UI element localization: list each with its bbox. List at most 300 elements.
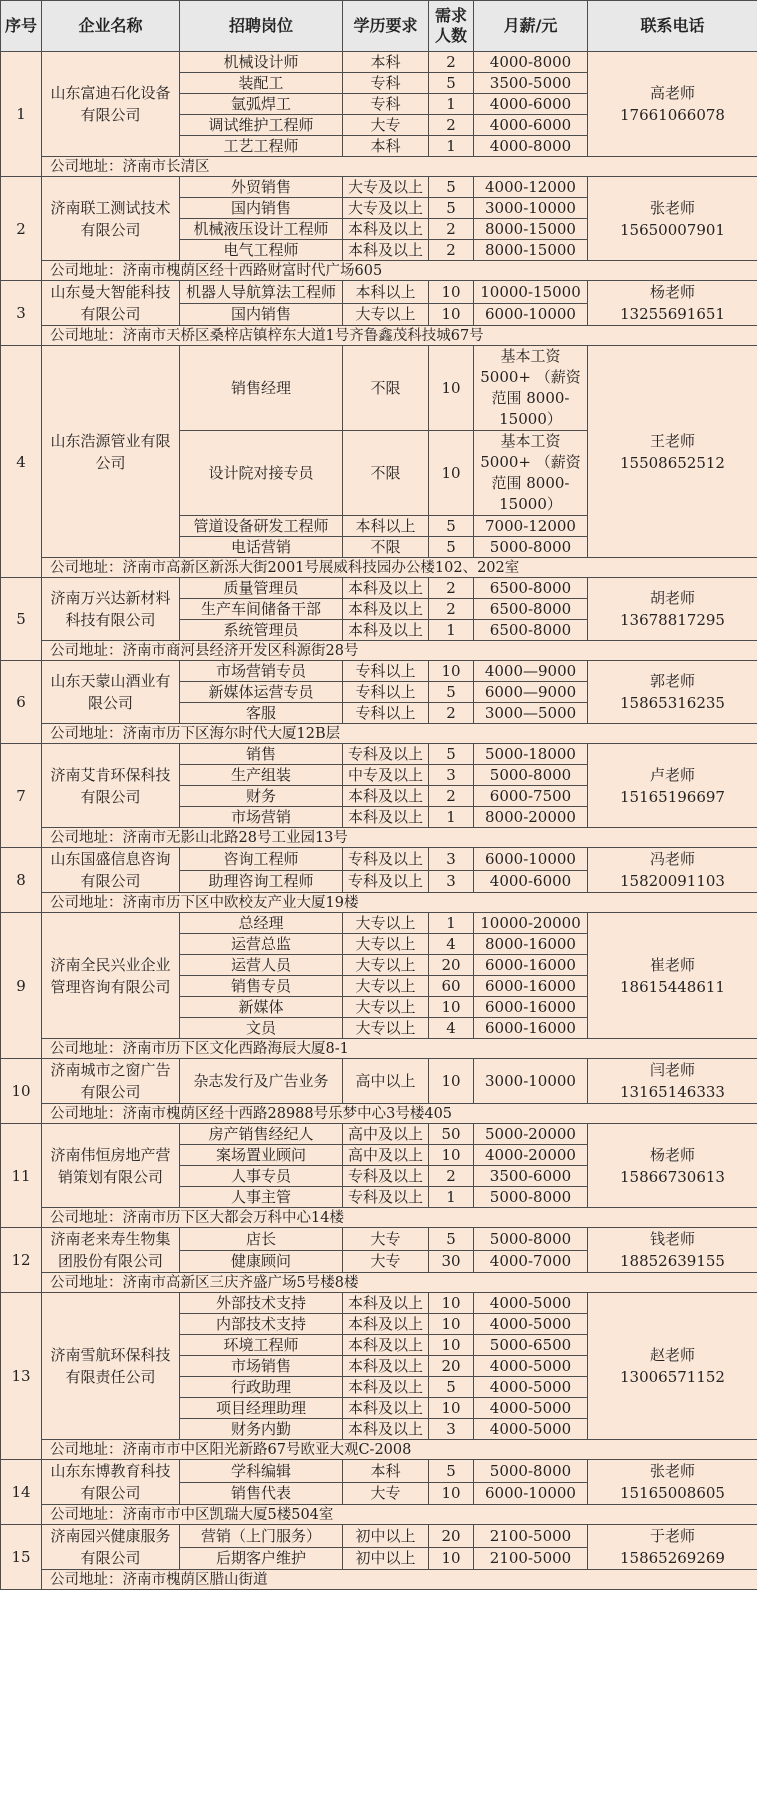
job-education: 高中及以上 (343, 1124, 429, 1145)
job-position: 质量管理员 (180, 578, 343, 599)
job-education: 大专及以上 (343, 177, 429, 198)
job-salary: 5000-6500 (474, 1335, 588, 1356)
job-count: 2 (429, 240, 474, 261)
job-count: 5 (429, 198, 474, 219)
job-position: 外部技术支持 (180, 1293, 343, 1314)
header-education: 学历要求 (343, 1, 429, 52)
company-address: 公司地址：济南市历下区海尔时代大厦12B层 (42, 724, 757, 744)
contact-phone: 13006571152 (620, 1368, 725, 1386)
contact-phone: 15865316235 (620, 694, 725, 712)
table-row (1, 744, 757, 765)
job-position: 文员 (180, 1018, 343, 1039)
seq-cell: 6 (1, 661, 42, 744)
company-address: 公司地址：济南市商河县经济开发区科源街28号 (42, 641, 757, 661)
company-name: 济南城市之窗广告有限公司 (42, 1059, 180, 1104)
job-salary: 4000-5000 (474, 1398, 588, 1419)
table-row (1, 281, 757, 304)
seq-cell: 4 (1, 346, 42, 578)
company-address: 公司地址：济南市市中区阳光新路67号欧亚大观C-2008 (42, 1440, 757, 1460)
company-name: 山东浩源管业有限公司 (42, 346, 180, 558)
job-education: 大专以上 (343, 955, 429, 976)
job-position: 管道设备研发工程师 (180, 516, 343, 537)
job-education: 本科 (343, 1460, 429, 1483)
contact-name: 冯老师 (649, 850, 695, 868)
address-row (1, 1273, 757, 1293)
job-position: 销售代表 (180, 1482, 343, 1505)
job-salary: 5000-20000 (474, 1124, 588, 1145)
job-education: 专科以上 (343, 703, 429, 724)
job-education: 大专以上 (343, 976, 429, 997)
job-education: 大专及以上 (343, 198, 429, 219)
header-seq: 序号 (1, 1, 42, 52)
seq-cell: 13 (1, 1293, 42, 1460)
job-position: 后期客户维护 (180, 1547, 343, 1570)
company-name: 山东富迪石化设备有限公司 (42, 52, 180, 157)
table-row (1, 661, 757, 682)
contact-phone: 18615448611 (620, 977, 725, 996)
job-education: 不限 (343, 346, 429, 431)
company-name: 济南雪航环保科技有限责任公司 (42, 1293, 180, 1440)
job-salary: 4000-5000 (474, 1356, 588, 1377)
table-row (1, 913, 757, 934)
job-education: 专科及以上 (343, 848, 429, 871)
job-salary: 6000-16000 (474, 1018, 588, 1039)
job-education: 本科及以上 (343, 1398, 429, 1419)
company-address: 公司地址：济南市高新区三庆齐盛广场5号楼8楼 (42, 1273, 757, 1293)
job-education: 不限 (343, 537, 429, 558)
contact-name: 杨老师 (649, 283, 695, 301)
job-count: 3 (429, 765, 474, 786)
seq-cell: 9 (1, 913, 42, 1059)
contact-cell (588, 1228, 757, 1273)
contact-cell (588, 744, 757, 828)
job-position: 工艺工程师 (180, 136, 343, 157)
contact-phone: 13255691651 (620, 305, 725, 323)
contact-cell (588, 848, 757, 893)
job-education: 本科及以上 (343, 240, 429, 261)
seq-cell: 1 (1, 52, 42, 177)
job-position: 电气工程师 (180, 240, 343, 261)
table-row (1, 177, 757, 198)
job-position: 房产销售经纪人 (180, 1124, 343, 1145)
job-count: 10 (429, 1145, 474, 1166)
job-education: 本科及以上 (343, 578, 429, 599)
address-row (1, 1104, 757, 1124)
job-count: 2 (429, 786, 474, 807)
job-position: 客服 (180, 703, 343, 724)
job-salary: 5000-8000 (474, 765, 588, 786)
job-count: 10 (429, 1293, 474, 1314)
job-position: 助理咨询工程师 (180, 870, 343, 893)
job-count: 2 (429, 219, 474, 240)
company-name: 济南联工测试技术有限公司 (42, 177, 180, 261)
seq-cell: 15 (1, 1525, 42, 1590)
address-row (1, 261, 757, 281)
job-education: 专科及以上 (343, 1187, 429, 1208)
job-position: 健康顾问 (180, 1250, 343, 1273)
company-name: 济南老来寿生物集团股份有限公司 (42, 1228, 180, 1273)
address-row (1, 1039, 757, 1059)
job-salary: 4000-8000 (474, 52, 588, 73)
contact-phone: 15865269269 (620, 1549, 725, 1567)
job-count: 10 (429, 431, 474, 516)
job-education: 大专 (343, 115, 429, 136)
contact-cell (588, 281, 757, 326)
job-position: 项目经理助理 (180, 1398, 343, 1419)
job-salary: 8000-15000 (474, 240, 588, 261)
contact-phone: 18852639155 (620, 1252, 725, 1270)
job-salary: 4000-7000 (474, 1250, 588, 1273)
job-salary: 6500-8000 (474, 578, 588, 599)
job-salary: 5000-8000 (474, 1187, 588, 1208)
job-position: 营销（上门服务） (180, 1525, 343, 1548)
contact-cell (588, 177, 757, 261)
address-row (1, 828, 757, 848)
job-count: 2 (429, 1166, 474, 1187)
job-education: 本科及以上 (343, 1335, 429, 1356)
job-education: 专科 (343, 94, 429, 115)
job-count: 5 (429, 1228, 474, 1251)
job-position: 国内销售 (180, 198, 343, 219)
contact-name: 郭老师 (649, 672, 695, 690)
seq-cell: 12 (1, 1228, 42, 1293)
job-count: 1 (429, 913, 474, 934)
job-position: 机械设计师 (180, 52, 343, 73)
contact-name: 高老师 (649, 84, 695, 102)
table-row (1, 1293, 757, 1314)
address-row (1, 724, 757, 744)
job-salary: 5000-18000 (474, 744, 588, 765)
contact-cell (588, 1293, 757, 1440)
seq-cell: 3 (1, 281, 42, 346)
contact-cell (588, 578, 757, 641)
table-row (1, 346, 757, 431)
company-name: 济南万兴达新材料科技有限公司 (42, 578, 180, 641)
job-position: 销售 (180, 744, 343, 765)
address-row (1, 1208, 757, 1228)
company-name: 山东天蒙山酒业有限公司 (42, 661, 180, 724)
contact-name: 卢老师 (649, 765, 695, 784)
seq-cell: 7 (1, 744, 42, 848)
job-count: 1 (429, 807, 474, 828)
job-education: 高中以上 (343, 1059, 429, 1104)
company-name: 山东东博教育科技有限公司 (42, 1460, 180, 1505)
job-education: 初中以上 (343, 1547, 429, 1570)
job-position: 调试维护工程师 (180, 115, 343, 136)
job-position: 财务 (180, 786, 343, 807)
job-position: 生产组装 (180, 765, 343, 786)
job-count: 30 (429, 1250, 474, 1273)
job-education: 大专以上 (343, 913, 429, 934)
company-address: 公司地址：济南市高新区新泺大街2001号展威科技园办公楼102、202室 (42, 558, 757, 578)
job-position: 运营总监 (180, 934, 343, 955)
job-count: 3 (429, 870, 474, 893)
job-count: 1 (429, 1187, 474, 1208)
table-row (1, 578, 757, 599)
address-row (1, 558, 757, 578)
job-count: 5 (429, 1377, 474, 1398)
job-salary: 3000-10000 (474, 198, 588, 219)
job-salary: 4000-5000 (474, 1293, 588, 1314)
job-education: 本科及以上 (343, 786, 429, 807)
job-salary: 基本工资 5000+ （薪资范围 8000-15000） (474, 431, 588, 516)
job-position: 内部技术支持 (180, 1314, 343, 1335)
address-row (1, 326, 757, 346)
job-salary: 2100-5000 (474, 1547, 588, 1570)
job-salary: 4000-6000 (474, 870, 588, 893)
job-count: 1 (429, 136, 474, 157)
job-salary: 10000-15000 (474, 281, 588, 304)
job-education: 不限 (343, 431, 429, 516)
job-position: 环境工程师 (180, 1335, 343, 1356)
job-count: 3 (429, 1419, 474, 1440)
job-education: 专科以上 (343, 682, 429, 703)
company-name: 济南园兴健康服务有限公司 (42, 1525, 180, 1570)
job-education: 本科及以上 (343, 1419, 429, 1440)
company-address: 公司地址：济南市槐荫区经十西路财富时代广场605 (42, 261, 757, 281)
job-position: 店长 (180, 1228, 343, 1251)
job-salary: 8000-15000 (474, 219, 588, 240)
job-count: 10 (429, 1398, 474, 1419)
job-salary: 3500-6000 (474, 1166, 588, 1187)
seq-cell: 5 (1, 578, 42, 661)
job-count: 1 (429, 620, 474, 641)
job-salary: 4000-5000 (474, 1419, 588, 1440)
contact-phone: 15165196697 (620, 787, 725, 806)
company-name: 济南全民兴业企业管理咨询有限公司 (42, 913, 180, 1039)
header-row (1, 1, 757, 52)
job-position: 机械液压设计工程师 (180, 219, 343, 240)
company-address: 公司地址：济南市天桥区桑梓店镇梓东大道1号齐鲁鑫茂科技城67号 (42, 326, 757, 346)
job-count: 10 (429, 1059, 474, 1104)
address-row (1, 1570, 757, 1590)
job-education: 本科 (343, 136, 429, 157)
job-salary: 5000-8000 (474, 1228, 588, 1251)
header-company: 企业名称 (42, 1, 180, 52)
job-count: 1 (429, 94, 474, 115)
job-education: 本科及以上 (343, 1314, 429, 1335)
contact-phone: 15650007901 (620, 220, 725, 239)
job-education: 本科及以上 (343, 599, 429, 620)
table-row (1, 1525, 757, 1548)
company-name: 山东曼大智能科技有限公司 (42, 281, 180, 326)
company-address: 公司地址：济南市历下区文化西路海辰大厦8-1 (42, 1039, 757, 1059)
table-row (1, 1124, 757, 1145)
table-row (1, 848, 757, 871)
header-contact: 联系电话 (588, 1, 757, 52)
job-position: 系统管理员 (180, 620, 343, 641)
job-education: 大专 (343, 1250, 429, 1273)
job-salary: 3000—5000 (474, 703, 588, 724)
contact-cell (588, 346, 757, 558)
job-count: 2 (429, 703, 474, 724)
job-education: 本科以上 (343, 281, 429, 304)
job-salary: 4000-12000 (474, 177, 588, 198)
table-row (1, 1059, 757, 1104)
job-salary: 6000-10000 (474, 303, 588, 326)
job-position: 机器人导航算法工程师 (180, 281, 343, 304)
job-position: 电话营销 (180, 537, 343, 558)
contact-cell (588, 1124, 757, 1208)
job-position: 设计院对接专员 (180, 431, 343, 516)
contact-phone: 13165146333 (620, 1083, 725, 1101)
contact-phone: 13678817295 (620, 611, 725, 629)
contact-name: 闫老师 (649, 1061, 695, 1079)
job-count: 10 (429, 1335, 474, 1356)
job-position: 市场销售 (180, 1356, 343, 1377)
job-salary: 8000-16000 (474, 934, 588, 955)
job-count: 2 (429, 578, 474, 599)
job-salary: 2100-5000 (474, 1525, 588, 1548)
company-address: 公司地址：济南市槐荫区腊山街道 (42, 1570, 757, 1590)
company-address: 公司地址：济南市长清区 (42, 157, 757, 177)
seq-cell: 14 (1, 1460, 42, 1525)
job-salary: 6500-8000 (474, 599, 588, 620)
job-count: 50 (429, 1124, 474, 1145)
job-position: 外贸销售 (180, 177, 343, 198)
seq-cell: 10 (1, 1059, 42, 1124)
job-count: 5 (429, 744, 474, 765)
company-address: 公司地址：济南市槐荫区经十西路28988号乐梦中心3号楼405 (42, 1104, 757, 1124)
contact-phone: 15165008605 (620, 1484, 725, 1502)
job-education: 本科及以上 (343, 620, 429, 641)
job-salary: 6000-7500 (474, 786, 588, 807)
job-count: 4 (429, 1018, 474, 1039)
job-education: 本科及以上 (343, 1293, 429, 1314)
job-position: 运营人员 (180, 955, 343, 976)
job-salary: 10000-20000 (474, 913, 588, 934)
contact-cell (588, 1460, 757, 1505)
contact-cell (588, 1525, 757, 1570)
header-salary: 月薪/元 (474, 1, 588, 52)
address-row (1, 641, 757, 661)
job-count: 4 (429, 934, 474, 955)
job-count: 60 (429, 976, 474, 997)
job-education: 中专及以上 (343, 765, 429, 786)
job-count: 5 (429, 177, 474, 198)
job-position: 氩弧焊工 (180, 94, 343, 115)
job-salary: 5000-8000 (474, 1460, 588, 1483)
company-name: 济南艾肯环保科技有限公司 (42, 744, 180, 828)
job-position: 销售专员 (180, 976, 343, 997)
job-position: 杂志发行及广告业务 (180, 1059, 343, 1104)
job-position: 案场置业顾问 (180, 1145, 343, 1166)
job-salary: 6000-16000 (474, 976, 588, 997)
job-salary: 6000-16000 (474, 997, 588, 1018)
job-education: 初中以上 (343, 1525, 429, 1548)
company-name: 济南伟恒房地产营销策划有限公司 (42, 1124, 180, 1208)
job-count: 10 (429, 1482, 474, 1505)
contact-cell (588, 913, 757, 1039)
contact-name: 王老师 (649, 431, 695, 450)
job-salary: 7000-12000 (474, 516, 588, 537)
job-salary: 4000—9000 (474, 661, 588, 682)
job-salary: 5000-8000 (474, 537, 588, 558)
job-education: 本科 (343, 52, 429, 73)
job-count: 10 (429, 303, 474, 326)
header-count: 需求人数 (429, 1, 474, 52)
job-education: 专科及以上 (343, 744, 429, 765)
job-position: 销售经理 (180, 346, 343, 431)
job-education: 专科及以上 (343, 870, 429, 893)
job-salary: 6000-16000 (474, 955, 588, 976)
contact-phone: 15508652512 (620, 453, 725, 472)
job-position: 学科编辑 (180, 1460, 343, 1483)
job-count: 5 (429, 516, 474, 537)
contact-cell (588, 52, 757, 157)
job-count: 10 (429, 997, 474, 1018)
job-education: 大专 (343, 1228, 429, 1251)
job-education: 本科以上 (343, 516, 429, 537)
job-count: 10 (429, 1314, 474, 1335)
table-body (1, 52, 757, 1590)
job-education: 本科及以上 (343, 219, 429, 240)
job-count: 2 (429, 115, 474, 136)
company-name: 山东国盛信息咨询有限公司 (42, 848, 180, 893)
job-salary: 4000-5000 (474, 1314, 588, 1335)
job-education: 大专以上 (343, 934, 429, 955)
job-position: 咨询工程师 (180, 848, 343, 871)
contact-name: 赵老师 (649, 1346, 695, 1364)
job-count: 10 (429, 281, 474, 304)
job-education: 大专 (343, 1482, 429, 1505)
job-salary: 基本工资 5000+ （薪资范围 8000-15000） (474, 346, 588, 431)
job-salary: 8000-20000 (474, 807, 588, 828)
job-salary: 4000-5000 (474, 1377, 588, 1398)
contact-name: 崔老师 (649, 955, 695, 974)
job-count: 10 (429, 1547, 474, 1570)
job-education: 本科及以上 (343, 1377, 429, 1398)
address-row (1, 157, 757, 177)
job-salary: 3500-5000 (474, 73, 588, 94)
contact-phone: 15866730613 (620, 1167, 725, 1186)
job-salary: 4000-20000 (474, 1145, 588, 1166)
company-address: 公司地址：济南市无影山北路28号工业园13号 (42, 828, 757, 848)
job-education: 专科以上 (343, 661, 429, 682)
job-salary: 6500-8000 (474, 620, 588, 641)
job-position: 行政助理 (180, 1377, 343, 1398)
job-position: 人事主管 (180, 1187, 343, 1208)
job-education: 专科及以上 (343, 1166, 429, 1187)
job-salary: 6000-10000 (474, 1482, 588, 1505)
job-education: 专科 (343, 73, 429, 94)
job-education: 本科及以上 (343, 1356, 429, 1377)
job-position: 生产车间储备干部 (180, 599, 343, 620)
company-address: 公司地址：济南市历下区中欧校友产业大厦19楼 (42, 893, 757, 913)
job-salary: 4000-8000 (474, 136, 588, 157)
contact-name: 钱老师 (649, 1230, 695, 1248)
job-count: 10 (429, 346, 474, 431)
contact-phone: 17661066078 (620, 106, 725, 124)
job-count: 5 (429, 73, 474, 94)
job-position: 市场营销专员 (180, 661, 343, 682)
job-salary: 6000-10000 (474, 848, 588, 871)
job-education: 大专以上 (343, 1018, 429, 1039)
contact-cell (588, 661, 757, 724)
contact-name: 胡老师 (649, 589, 695, 607)
job-position: 国内销售 (180, 303, 343, 326)
table-row (1, 1228, 757, 1251)
table-row (1, 1460, 757, 1483)
job-position: 新媒体 (180, 997, 343, 1018)
job-position: 人事专员 (180, 1166, 343, 1187)
job-count: 2 (429, 599, 474, 620)
job-count: 10 (429, 661, 474, 682)
contact-cell (588, 1059, 757, 1104)
job-salary: 3000-10000 (474, 1059, 588, 1104)
job-salary: 4000-6000 (474, 115, 588, 136)
address-row (1, 893, 757, 913)
